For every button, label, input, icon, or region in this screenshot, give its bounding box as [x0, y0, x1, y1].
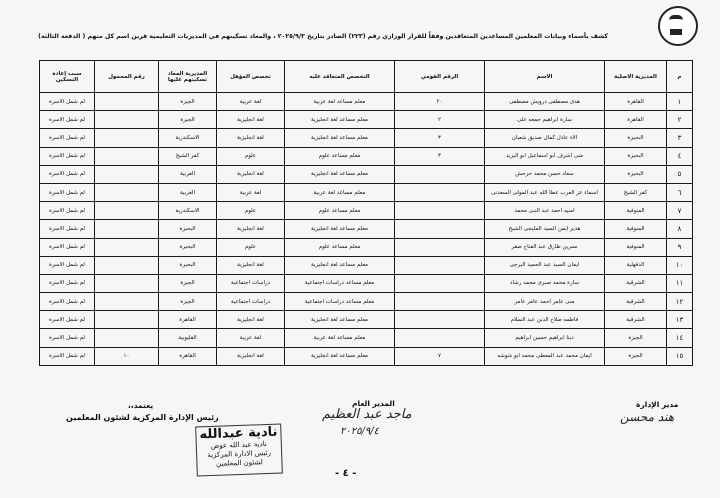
cell-home-directorate: كفر الشيخ: [605, 183, 667, 201]
cell-index: ١١: [667, 274, 693, 292]
cell-mobile: [95, 238, 159, 256]
cell-mobile: [95, 311, 159, 329]
cell-contracted-specialty: معلم مساعد لغة انجليزية: [285, 347, 395, 365]
cell-home-directorate: الدقهلية: [605, 256, 667, 274]
cell-mobile: [95, 329, 159, 347]
cell-contracted-specialty: معلم مساعد علوم: [285, 238, 395, 256]
cell-index: ١٠: [667, 256, 693, 274]
cell-name: ايمان محمد عبد المعطى محمد ابو شوشه: [485, 347, 605, 365]
cell-name: الاء عادل كمال صديق شعبان: [485, 129, 605, 147]
cell-reason: لم شمل الاسرة: [40, 129, 95, 147]
cell-index: ٧: [667, 202, 693, 220]
official-stamp: [195, 424, 283, 477]
cell-index: ١٣: [667, 311, 693, 329]
teachers-table: [39, 60, 693, 366]
cell-mobile: [95, 293, 159, 311]
cell-reason: لم شمل الاسرة: [40, 202, 95, 220]
page-number: - ٤ -: [335, 468, 357, 479]
cell-mobile: [95, 183, 159, 201]
cell-qualification-specialty: علوم: [217, 202, 285, 220]
signature-date: ٢٠٢٥/٩/٤: [340, 426, 379, 437]
cell-home-directorate: الشرقية: [605, 311, 667, 329]
cell-home-directorate: المنوفية: [605, 220, 667, 238]
table-row: [40, 202, 693, 220]
cell-assigned-directorate: الغربية: [159, 165, 217, 183]
header-mobile: رقم المحمول: [95, 61, 159, 93]
header-qualification-specialty: تخصص المؤهل: [217, 61, 285, 93]
stamp-line-2: رئيس الادارة المركزية: [207, 448, 272, 460]
cell-national-id: [395, 220, 485, 238]
table-row: [40, 93, 693, 111]
table-row: [40, 111, 693, 129]
cell-name: منى عامر احمد عامر عامر: [485, 293, 605, 311]
table-row: [40, 238, 693, 256]
cell-name: ايمان السيد عبد الحميد البرجى: [485, 256, 605, 274]
cell-name: نسرين طارق عبد الفتاح صقر: [485, 238, 605, 256]
cell-assigned-directorate: القاهرة: [159, 311, 217, 329]
cell-national-id: [395, 274, 485, 292]
cell-qualification-specialty: دراسات اجتماعية: [217, 293, 285, 311]
cell-qualification-specialty: دراسات اجتماعية: [217, 274, 285, 292]
cell-national-id: [395, 256, 485, 274]
cell-home-directorate: البحيرة: [605, 147, 667, 165]
cell-contracted-specialty: معلم مساعد لغة عربية: [285, 329, 395, 347]
cell-contracted-specialty: معلم مساعد لغة عربية: [285, 93, 395, 111]
cell-assigned-directorate: البحيرة: [159, 220, 217, 238]
central-head-title: رئيس الإدارة المركزية لشئون المعلمين: [66, 413, 219, 422]
cell-contracted-specialty: معلم مساعد لغة انجليزية: [285, 111, 395, 129]
cell-national-id: ٣: [395, 147, 485, 165]
cell-name: منى اشرف ابو اسماعيل ابو اليزيد: [485, 147, 605, 165]
cell-reason: لم شمل الاسرة: [40, 311, 95, 329]
cell-reason: لم شمل الاسرة: [40, 329, 95, 347]
cell-qualification-specialty: لغة انجليزية: [217, 347, 285, 365]
cell-reason: لم شمل الاسرة: [40, 347, 95, 365]
cell-index: ٨: [667, 220, 693, 238]
cell-mobile: [95, 202, 159, 220]
approval-label: يعتمد،،: [128, 401, 154, 410]
cell-assigned-directorate: الجيزة: [159, 111, 217, 129]
cell-name: هدى مصطفى درويش مصطفى: [485, 93, 605, 111]
cell-contracted-specialty: معلم مساعد لغة انجليزية: [285, 165, 395, 183]
cell-qualification-specialty: لغة انجليزية: [217, 311, 285, 329]
cell-qualification-specialty: لغة انجليزية: [217, 256, 285, 274]
cell-home-directorate: المنوفية: [605, 202, 667, 220]
header-name: الاسم: [485, 61, 605, 93]
cell-home-directorate: المنوفية: [605, 238, 667, 256]
cell-home-directorate: القاهرة: [605, 111, 667, 129]
cell-name: سارة محمد صبرى محمد رشاد: [485, 274, 605, 292]
cell-assigned-directorate: البحيرة: [159, 238, 217, 256]
cell-reason: لم شمل الاسرة: [40, 93, 95, 111]
cell-name: سعاد حسن محمد حرحش: [485, 165, 605, 183]
cell-national-id: [395, 165, 485, 183]
cell-assigned-directorate: الغربية: [159, 183, 217, 201]
table-row: [40, 293, 693, 311]
cell-contracted-specialty: معلم مساعد دراسات اجتماعية: [285, 274, 395, 292]
cell-mobile: [95, 274, 159, 292]
cell-index: ١٥: [667, 347, 693, 365]
cell-national-id: [395, 329, 485, 347]
cell-assigned-directorate: الاسكندرية: [159, 202, 217, 220]
cell-contracted-specialty: معلم مساعد لغة عربية: [285, 183, 395, 201]
cell-mobile: ١٠: [95, 347, 159, 365]
cell-mobile: [95, 93, 159, 111]
cell-index: ١٢: [667, 293, 693, 311]
cell-qualification-specialty: لغة انجليزية: [217, 220, 285, 238]
cell-assigned-directorate: الجيزة: [159, 274, 217, 292]
cell-qualification-specialty: لغة عربية: [217, 93, 285, 111]
table-row: [40, 347, 693, 365]
cell-mobile: [95, 165, 159, 183]
cell-home-directorate: الشرقية: [605, 274, 667, 292]
table-row: [40, 256, 693, 274]
cell-reason: لم شمل الاسرة: [40, 256, 95, 274]
cell-assigned-directorate: القاهرة: [159, 347, 217, 365]
cell-qualification-specialty: علوم: [217, 147, 285, 165]
cell-national-id: [395, 238, 485, 256]
cell-mobile: [95, 220, 159, 238]
cell-assigned-directorate: الاسكندرية: [159, 129, 217, 147]
cell-national-id: ٣: [395, 129, 485, 147]
cell-mobile: [95, 111, 159, 129]
cell-reason: لم شمل الاسرة: [40, 274, 95, 292]
admin-manager-signature: هند محسن: [620, 410, 675, 424]
cell-contracted-specialty: معلم مساعد علوم: [285, 202, 395, 220]
cell-contracted-specialty: معلم مساعد لغة انجليزية: [285, 311, 395, 329]
cell-index: ٩: [667, 238, 693, 256]
header-assigned-directorate: المديرية المعاد تسكينهم عليها: [159, 61, 217, 93]
header-contracted-specialty: التخصص المتعاقد عليه: [285, 61, 395, 93]
cell-assigned-directorate: البحيرة: [159, 256, 217, 274]
cell-qualification-specialty: لغة انجليزية: [217, 111, 285, 129]
table-header-row: [40, 61, 693, 93]
cell-contracted-specialty: معلم مساعد لغة انجليزية: [285, 256, 395, 274]
cell-national-id: ٢٠: [395, 93, 485, 111]
cell-reason: لم شمل الاسرة: [40, 165, 95, 183]
cell-national-id: ٧: [395, 347, 485, 365]
table-row: [40, 129, 693, 147]
cell-national-id: [395, 311, 485, 329]
cell-reason: لم شمل الاسرة: [40, 293, 95, 311]
cell-qualification-specialty: لغة عربية: [217, 329, 285, 347]
general-manager-label: المدير العام: [352, 399, 395, 408]
cell-contracted-specialty: معلم مساعد علوم: [285, 147, 395, 165]
cell-mobile: [95, 129, 159, 147]
table-row: [40, 329, 693, 347]
cell-index: ٦: [667, 183, 693, 201]
cell-qualification-specialty: علوم: [217, 238, 285, 256]
cell-index: ٤: [667, 147, 693, 165]
cell-reason: لم شمل الاسرة: [40, 220, 95, 238]
cell-mobile: [95, 256, 159, 274]
cell-index: ٣: [667, 129, 693, 147]
admin-manager-label: مدير الإدارة: [636, 400, 679, 409]
header-index: م: [667, 61, 693, 93]
cell-home-directorate: الجيزة: [605, 329, 667, 347]
cell-name: امنيه احمد عبد النبى محمد: [485, 202, 605, 220]
cell-qualification-specialty: لغة عربية: [217, 183, 285, 201]
cell-assigned-directorate: الجيزة: [159, 293, 217, 311]
stamp-line-3: لشئون المعلمين: [215, 458, 263, 468]
cell-index: ١٤: [667, 329, 693, 347]
cell-reason: لم شمل الاسرة: [40, 183, 95, 201]
cell-name: اسماء عز العرب عطا الله عبد المولى السعدنى: [485, 183, 605, 201]
cell-national-id: ٢: [395, 111, 485, 129]
document-title: كشف بأسماء وبيانات المعلمين المساعدين المتعاقدين وفقاً للقرار الوزاري رقم (٢٢٣) الصادر بتاريخ ٢٠٢٥/٩/٣ ، والمعاد تسكينهم في المديريات التعليمية قرين اسم كل منهم ( الدفعة الثالثة): [38, 33, 608, 40]
cell-mobile: [95, 147, 159, 165]
cell-contracted-specialty: معلم مساعد لغة انجليزية: [285, 129, 395, 147]
table-row: [40, 274, 693, 292]
stamp-name: نادية عبدالله: [199, 424, 278, 443]
cell-national-id: [395, 202, 485, 220]
cell-home-directorate: القاهرة: [605, 93, 667, 111]
table-row: [40, 183, 693, 201]
cell-home-directorate: البحيرة: [605, 165, 667, 183]
header-reason: سبب إعادة التسكين: [40, 61, 95, 93]
table-row: [40, 147, 693, 165]
cell-national-id: [395, 183, 485, 201]
header-national-id: الرقم القومي: [395, 61, 485, 93]
cell-reason: لم شمل الاسرة: [40, 238, 95, 256]
general-manager-signature: ماجد عبد العظيم: [322, 407, 412, 422]
cell-national-id: [395, 293, 485, 311]
cell-qualification-specialty: لغة انجليزية: [217, 165, 285, 183]
table-row: [40, 311, 693, 329]
cell-name: هدير ايمن السيد المليجى الشيخ: [485, 220, 605, 238]
stamp-line-1: نادية عبد الله عوض: [210, 440, 267, 450]
cell-assigned-directorate: كفر الشيخ: [159, 147, 217, 165]
cell-name: دينا ابراهيم حسين ابراهيم: [485, 329, 605, 347]
cell-home-directorate: الجيزة: [605, 347, 667, 365]
cell-home-directorate: الشرقية: [605, 293, 667, 311]
cell-home-directorate: البحيرة: [605, 129, 667, 147]
ministry-logo: [658, 6, 698, 46]
cell-reason: لم شمل الاسرة: [40, 147, 95, 165]
cell-assigned-directorate: القليوبية: [159, 329, 217, 347]
cell-index: ١: [667, 93, 693, 111]
cell-assigned-directorate: الجيزة: [159, 93, 217, 111]
cell-index: ٢: [667, 111, 693, 129]
table-row: [40, 165, 693, 183]
header-home-directorate: المديرية الاصلية: [605, 61, 667, 93]
cell-reason: لم شمل الاسرة: [40, 111, 95, 129]
cell-contracted-specialty: معلم مساعد لغة انجليزية: [285, 220, 395, 238]
cell-qualification-specialty: لغة انجليزية: [217, 129, 285, 147]
cell-name: سارة ابراهيم جمعه على: [485, 111, 605, 129]
cell-index: ٥: [667, 165, 693, 183]
cell-name: فاطمه صلاح الدين عبد السلام: [485, 311, 605, 329]
table-row: [40, 220, 693, 238]
cell-contracted-specialty: معلم مساعد دراسات اجتماعية: [285, 293, 395, 311]
